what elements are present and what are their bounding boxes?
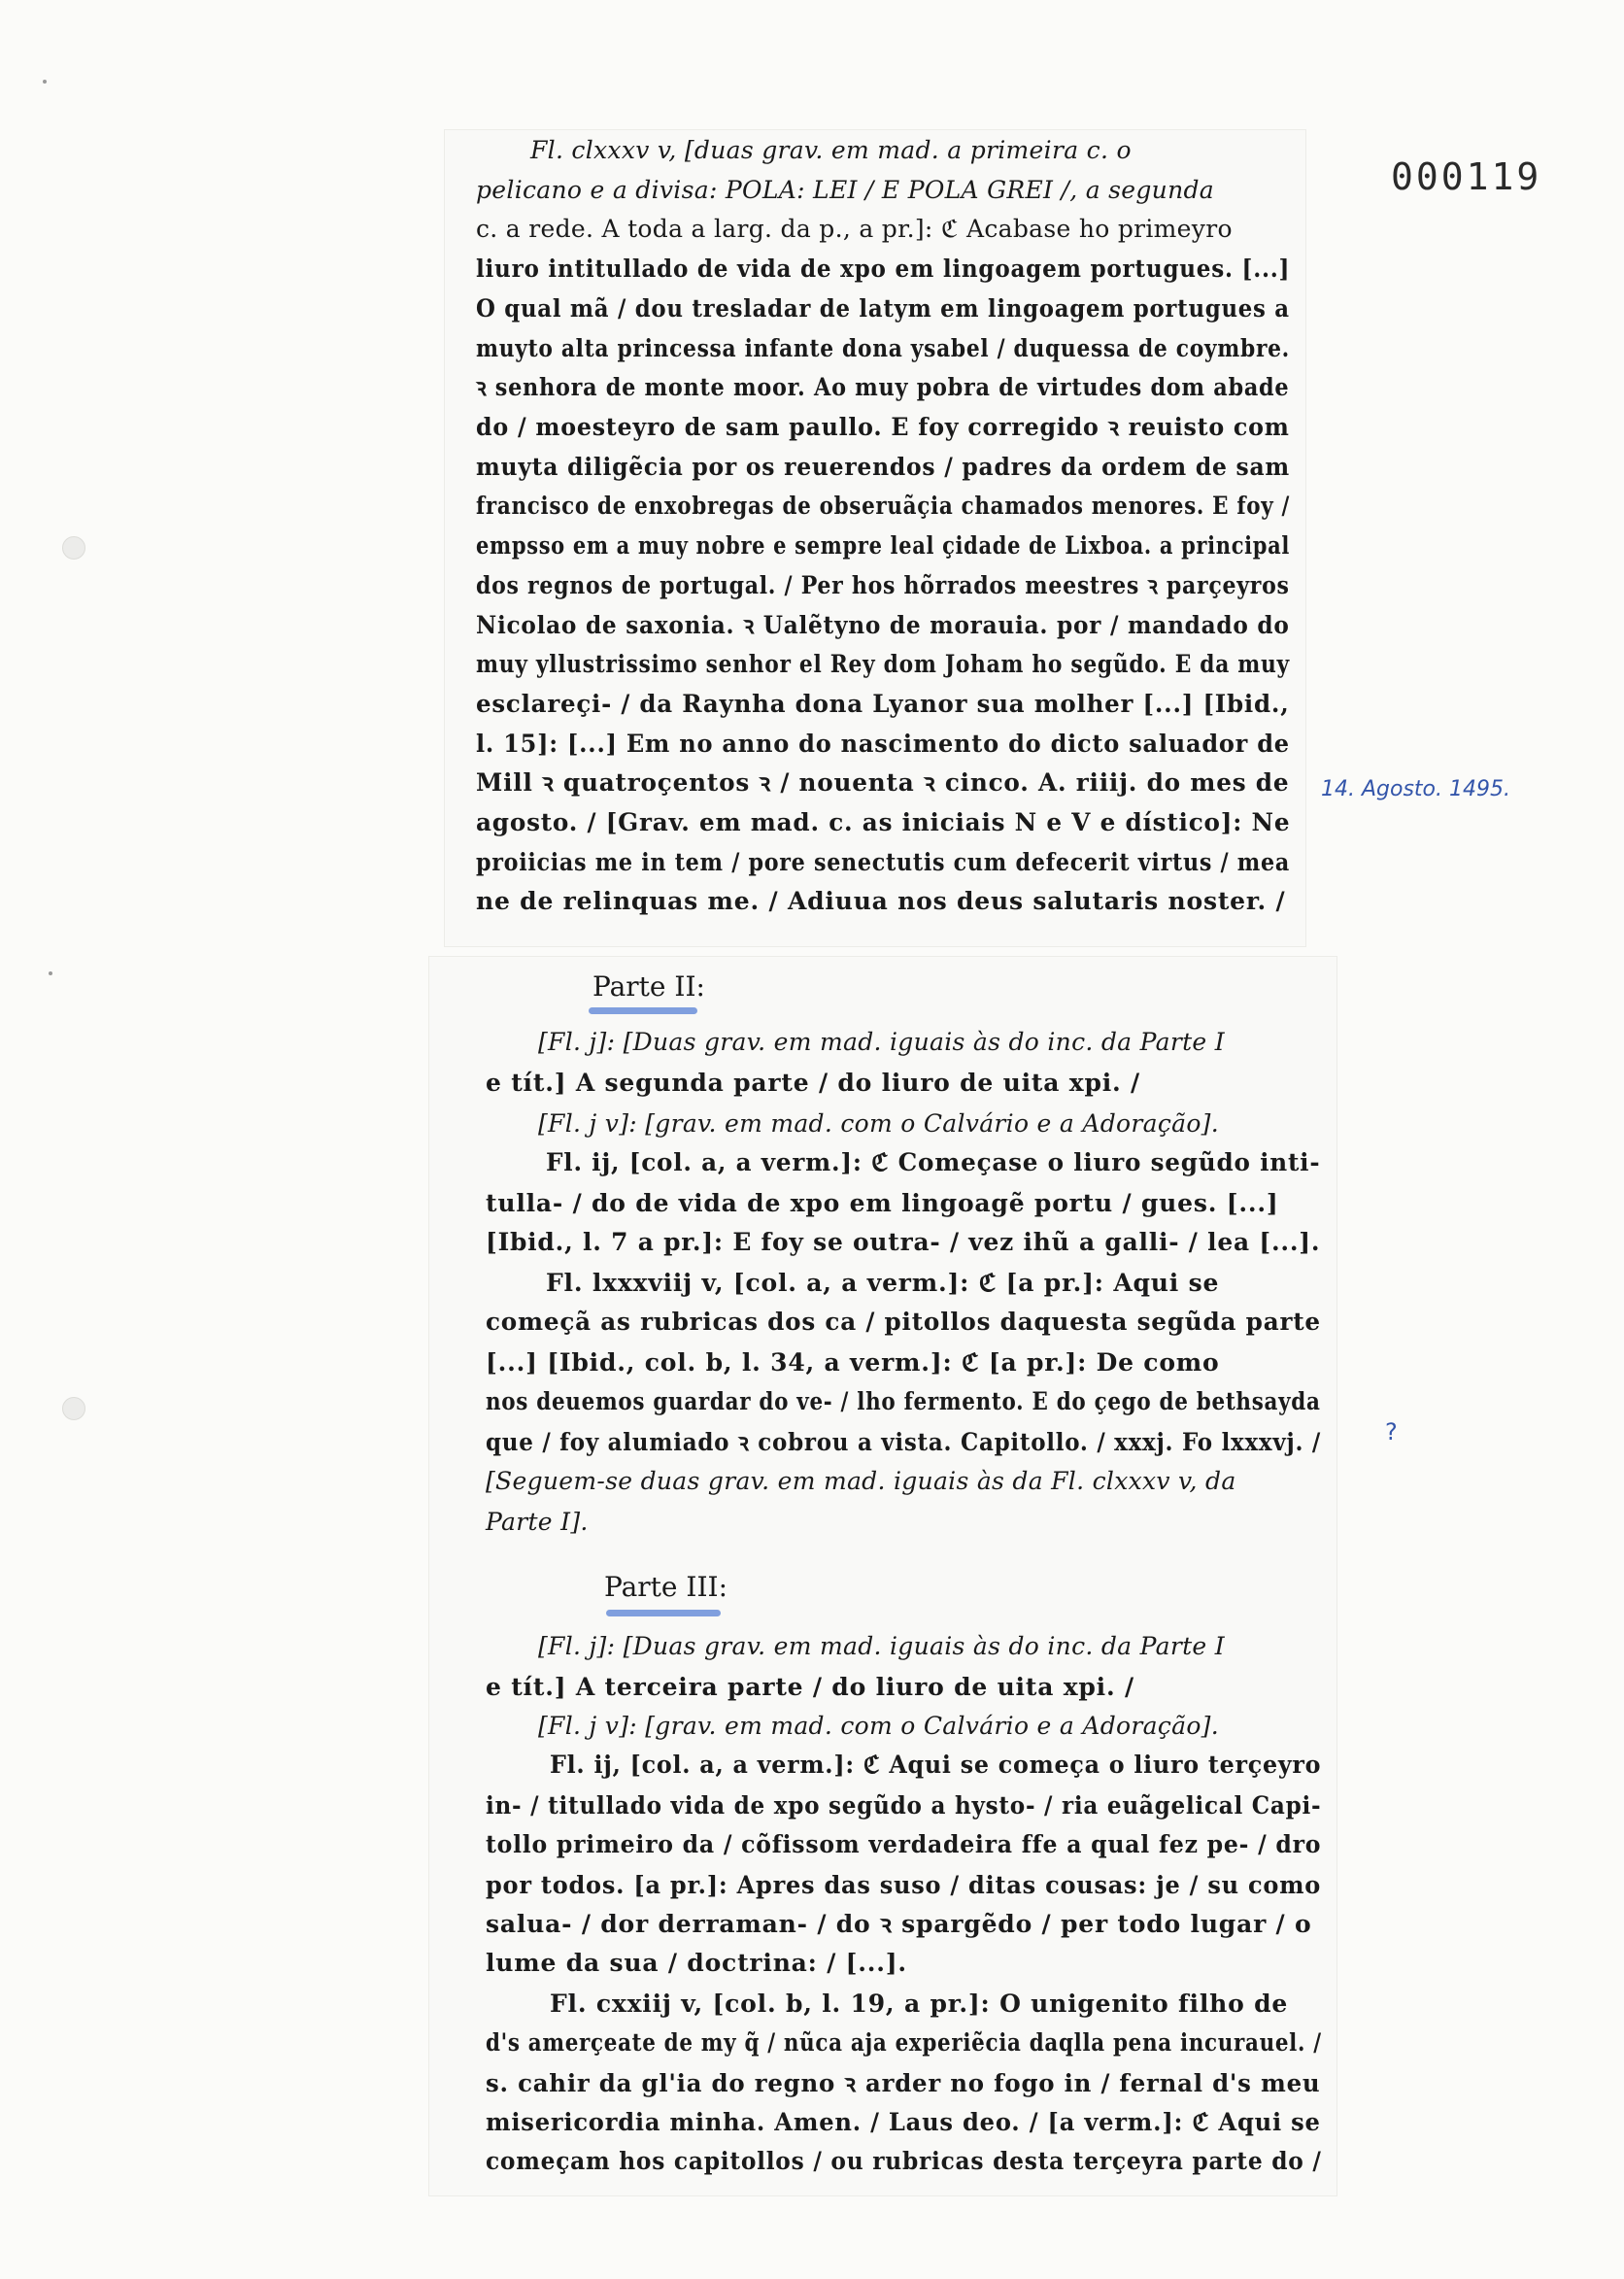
- text-line: [Fl. j v]: [grav. em mad. com o Calvário e a Adoração].: [538, 1109, 1219, 1138]
- text-line: [Fl. j]: [Duas grav. em mad. iguais às do inc. da Parte I: [538, 1028, 1225, 1056]
- text-line: [Seguem-se duas grav. em mad. iguais às da Fl. clxxxv v, da: [486, 1467, 1236, 1495]
- text-line: Fl. lxxxviij v, [col. a, a verm.]: ℭ [a pr.]: Aqui se: [546, 1269, 1220, 1297]
- text-line: d's amerçeate de my q̃ / nũca aja experiẽcia daqlla pena incurauel. /: [486, 2028, 1322, 2057]
- text-line: lume da sua / doctrina: / [...].: [486, 1949, 907, 1977]
- text-line: tollo primeiro da / cõfissom verdadeira ffe a qual fez pe- / dro: [486, 1830, 1322, 1858]
- text-line: e tít.] A segunda parte / do liuro de uita xpi. /: [486, 1069, 1140, 1097]
- margin-note-date: 14. Agosto. 1495.: [1321, 777, 1510, 801]
- paper-speck: [43, 80, 47, 84]
- punch-hole-bottom: [62, 1397, 85, 1420]
- text-line: liuro intitullado de vida de xpo em lingoagem portugues. [...]: [476, 255, 1291, 283]
- text-line: muy yllustrissimo senhor el Rey dom Joham ho segũdo. E da muy: [476, 650, 1290, 678]
- text-line: pelicano e a divisa: POLA: LEI / E POLA GREI /, a segunda: [476, 176, 1214, 204]
- text-line: misericordia minha. Amen. / Laus deo. / [a verm.]: ℭ Aqui se: [486, 2108, 1321, 2136]
- parte-iii-heading: Parte III:: [604, 1571, 727, 1603]
- text-line: e tít.] A terceira parte / do liuro de uita xpi. /: [486, 1673, 1134, 1701]
- text-line: ne de relinquas me. / Adiuua nos deus salutaris noster. /: [476, 887, 1286, 915]
- text-line: Fl. ij, [col. a, a verm.]: ℭ Aqui se começa o liuro terçeyro: [550, 1751, 1322, 1779]
- parte-ii-heading: Parte II:: [592, 970, 705, 1003]
- text-line: O qual mã / dou tresladar de latym em lingoagem portugues a: [476, 294, 1290, 323]
- text-line: começam hos capitollos / ou rubricas desta terçeyra parte do /: [486, 2147, 1322, 2175]
- text-line: esclareçi- / da Raynha dona Lyanor sua molher [...] [Ibid.,: [476, 690, 1290, 718]
- archive-number: 000119: [1391, 155, 1542, 198]
- text-line: por todos. [a pr.]: Apres das suso / ditas cousas: je / su como: [486, 1871, 1322, 1899]
- margin-note-query: ?: [1385, 1418, 1398, 1446]
- text-line: francisco de enxobregas de obseruãçia chamados menores. E foy /: [476, 492, 1291, 520]
- text-line: [Fl. j]: [Duas grav. em mad. iguais às do inc. da Parte I: [538, 1632, 1225, 1660]
- text-line: muyta diligẽcia por os reuerendos / padres da ordem de sam: [476, 453, 1290, 481]
- catalog-slip-parte-i: [445, 130, 1305, 946]
- text-line: [...] [Ibid., col. b, l. 34, a verm.]: ℭ [a pr.]: De como: [486, 1348, 1220, 1377]
- text-line: começã as rubricas dos ca / pitollos daquesta segũda parte: [486, 1308, 1321, 1336]
- text-line: nos deuemos guardar do ve- / lho fermento. E do çego de bethsayda: [486, 1387, 1321, 1415]
- catalog-slip-partes-ii-iii: [429, 957, 1336, 2195]
- punch-hole-top: [62, 536, 85, 560]
- text-line: proiicias me in tem / pore senectutis cum defecerit virtus / mea: [476, 848, 1290, 876]
- text-line: Mill ꝛ quatroçentos ꝛ / nouenta ꝛ cinco. A. riiij. do mes de: [476, 768, 1290, 797]
- parte-iii-underline: [606, 1610, 721, 1616]
- text-line: Parte I].: [486, 1508, 589, 1536]
- text-line: ꝛ senhora de monte moor. Ao muy pobra de virtudes dom abade: [476, 373, 1290, 401]
- text-line: que / foy alumiado ꝛ cobrou a vista. Capitollo. / xxxj. Fo lxxxvj. /: [486, 1428, 1322, 1456]
- text-line: [Fl. j v]: [grav. em mad. com o Calvário e a Adoração].: [538, 1712, 1219, 1740]
- text-line: Fl. cxxiij v, [col. b, l. 19, a pr.]: O unigenito filho de: [550, 1990, 1289, 2018]
- text-line: c. a rede. A toda a larg. da p., a pr.]: ℭ Acabase ho primeyro: [476, 215, 1233, 243]
- text-line: tulla- / do de vida de xpo em lingoagẽ portu / gues. [...]: [486, 1189, 1279, 1217]
- text-line: muyto alta princessa infante dona ysabel / duquessa de coymbre.: [476, 334, 1290, 362]
- text-line: in- / titullado vida de xpo segũdo a hysto- / ria euãgelical Capi-: [486, 1791, 1322, 1820]
- paper-speck: [49, 971, 52, 975]
- text-line: [Ibid., l. 7 a pr.]: E foy se outra- / vez ihũ a galli- / lea [...].: [486, 1228, 1321, 1256]
- text-line: agosto. / [Grav. em mad. c. as iniciais N e V e dístico]: Ne: [476, 808, 1291, 836]
- text-line: empsso em a muy nobre e sempre leal çidade de Lixboa. a principal: [476, 531, 1291, 560]
- text-line: Fl. clxxxv v, [duas grav. em mad. a primeira c. o: [530, 136, 1132, 164]
- text-line: Nicolao de saxonia. ꝛ Ualẽtyno de morauia. por / mandado do: [476, 611, 1290, 639]
- text-line: dos regnos de portugal. / Per hos hõrrados meestres ꝛ parçeyros: [476, 571, 1290, 599]
- text-line: salua- / dor derraman- / do ꝛ spargẽdo / per todo lugar / o: [486, 1910, 1312, 1938]
- text-line: do / moesteyro de sam paullo. E foy corregido ꝛ reuisto com: [476, 413, 1290, 441]
- text-line: Fl. ij, [col. a, a verm.]: ℭ Começase o liuro segũdo inti-: [546, 1148, 1321, 1176]
- parte-ii-underline: [589, 1007, 697, 1014]
- text-line: l. 15]: [...] Em no anno do nascimento do dicto saluador de: [476, 730, 1290, 758]
- text-line: s. cahir da gl'ia do regno ꝛ arder no fogo in / fernal d's meu: [486, 2069, 1321, 2097]
